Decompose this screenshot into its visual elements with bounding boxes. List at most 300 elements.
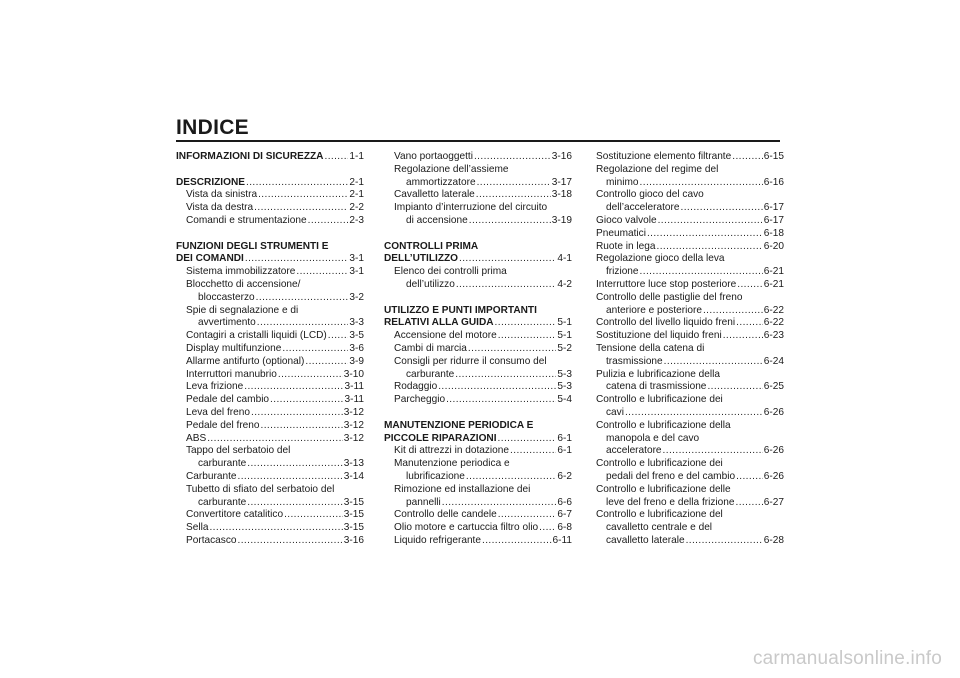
toc-section-heading[interactable]	[384, 253, 572, 266]
toc-entry-label: trasmissione	[606, 355, 663, 367]
toc-entry[interactable]	[596, 330, 784, 343]
toc-section-heading[interactable]	[384, 433, 572, 446]
toc-entry[interactable]	[596, 497, 784, 510]
dot-leader	[658, 215, 763, 228]
toc-page-number: 6-25	[763, 381, 784, 393]
toc-page-number: 3-16	[551, 151, 572, 162]
toc-entry-label: Controllo e lubrificazione della	[596, 419, 731, 431]
toc-page-number: 6-22	[763, 317, 784, 329]
toc-page-number: 6-23	[763, 330, 784, 342]
toc-entry-label: cavalletto centrale e del	[606, 522, 713, 534]
toc-page-number: 2-1	[349, 176, 364, 188]
dot-leader	[257, 317, 349, 330]
toc-entry-label: CONTROLLI PRIMA	[384, 240, 479, 252]
toc-entry[interactable]	[176, 458, 364, 471]
dot-leader	[656, 241, 762, 254]
toc-section-heading[interactable]	[176, 253, 364, 266]
toc-entry-label: ammortizzatore	[406, 176, 476, 188]
toc-entry-label: anteriore e posteriore	[606, 304, 702, 316]
toc-entry[interactable]	[384, 381, 572, 394]
toc-entry-label: carburante	[198, 458, 247, 470]
toc-entry-label: pedali del freno e del cambio	[606, 470, 736, 482]
toc-entry[interactable]	[384, 330, 572, 343]
dot-leader	[498, 330, 557, 343]
toc-entry[interactable]	[176, 497, 364, 510]
dot-leader	[736, 497, 763, 510]
toc-entry[interactable]	[176, 522, 364, 535]
toc-entry-label: Carburante	[186, 470, 237, 482]
toc-entry[interactable]	[596, 164, 784, 177]
toc-entry[interactable]	[176, 369, 364, 382]
toc-entry-label: Tubetto di sfiato del serbatoio del	[186, 483, 335, 495]
toc-page-number: 6-28	[763, 534, 784, 546]
section-gap	[384, 228, 572, 241]
dot-leader	[498, 433, 557, 446]
toc-entry-label: Controllo delle pastiglie del freno	[596, 291, 743, 303]
toc-page-number: 6-18	[763, 227, 784, 239]
toc-entry-label: avvertimento	[198, 317, 256, 329]
toc-entry-label: lubrificazione	[406, 470, 465, 482]
toc-entry-label: Liquido refrigerante	[394, 534, 481, 546]
toc-page-number: 3-18	[551, 189, 572, 201]
toc-entry[interactable]	[176, 381, 364, 394]
toc-page-number: 6-16	[763, 176, 784, 188]
dot-leader	[625, 407, 763, 420]
dot-leader	[455, 369, 556, 382]
toc-entry[interactable]	[176, 202, 364, 215]
toc-entry[interactable]	[596, 151, 784, 164]
toc-entry[interactable]	[176, 215, 364, 228]
toc-entry[interactable]	[176, 317, 364, 330]
toc-entry[interactable]	[176, 356, 364, 369]
toc-entry-label: carburante	[406, 368, 455, 380]
toc-entry[interactable]	[176, 279, 364, 292]
watermark-logo: carmanualsonline.info	[752, 648, 942, 669]
dot-leader	[254, 202, 348, 215]
dot-leader	[647, 228, 763, 241]
dot-leader	[261, 420, 343, 433]
toc-entry[interactable]	[384, 215, 572, 228]
toc-entry[interactable]	[596, 445, 784, 458]
toc-section-heading[interactable]	[176, 177, 364, 190]
dot-leader	[270, 394, 344, 407]
toc-page-number: 6-22	[763, 304, 784, 316]
dot-leader	[640, 266, 763, 279]
toc-entry[interactable]	[384, 266, 572, 279]
toc-entry-label: Pneumatici	[596, 227, 646, 239]
toc-entry[interactable]	[596, 433, 784, 446]
section-gap	[176, 164, 364, 177]
toc-entry[interactable]	[596, 509, 784, 522]
toc-page-number: 6-24	[763, 355, 784, 367]
toc-entry-label: dell’acceleratore	[606, 202, 680, 214]
toc-page-number: 3-6	[349, 342, 364, 354]
toc-entry-label: dell’utilizzo	[406, 278, 455, 290]
toc-entry[interactable]	[384, 189, 572, 202]
toc-entry-label: Gioco valvole	[596, 214, 657, 226]
dot-leader	[474, 151, 551, 164]
toc-entry[interactable]	[384, 177, 572, 190]
dot-leader	[305, 356, 348, 369]
toc-entry[interactable]	[596, 471, 784, 484]
toc-entry-label: Sella	[186, 522, 209, 534]
toc-entry[interactable]	[384, 535, 572, 548]
toc-entry[interactable]	[596, 279, 784, 292]
toc-section-heading[interactable]	[384, 420, 572, 433]
toc-entry[interactable]	[384, 151, 572, 164]
toc-entry-label: Interruttore luce stop posteriore	[596, 278, 737, 290]
toc-entry-label: Controllo e lubrificazione dei	[596, 458, 723, 470]
toc-page-number: 6-21	[763, 278, 784, 290]
toc-entry[interactable]	[176, 343, 364, 356]
toc-entry-label: bloccasterzo	[198, 291, 255, 303]
toc-entry[interactable]	[176, 189, 364, 202]
toc-page-number: 5-4	[557, 394, 572, 406]
toc-page-number: 2-1	[349, 189, 364, 201]
toc-entry-label: Interruttori manubrio	[186, 368, 277, 380]
toc-entry-label: ABS	[186, 432, 207, 444]
toc-entry-label: Tappo del serbatoio del	[186, 445, 291, 457]
toc-entry-label: Olio motore e cartuccia filtro olio	[394, 522, 539, 534]
toc-entry-label: RELATIVI ALLA GUIDA	[384, 317, 494, 329]
toc-entry-label: leve del freno e della frizione	[606, 496, 735, 508]
dot-leader	[476, 189, 551, 202]
toc-section-heading[interactable]	[176, 151, 364, 164]
toc-entry-label: Spie di segnalazione e di	[186, 304, 299, 316]
toc-entry-label: manopola e del cavo	[606, 432, 700, 444]
toc-entry[interactable]	[596, 535, 784, 548]
toc-entry[interactable]	[596, 228, 784, 241]
dot-leader	[209, 522, 342, 535]
toc-entry-label: Kit di attrezzi in dotazione	[394, 445, 510, 457]
toc-page-number: 3-3	[349, 317, 364, 329]
toc-entry[interactable]	[596, 292, 784, 305]
toc-entry[interactable]	[596, 343, 784, 356]
dot-leader	[308, 215, 349, 228]
toc-page-number: 2-3	[349, 214, 364, 226]
toc-entry-label: pannelli	[406, 496, 441, 508]
toc-page-number: 4-1	[557, 253, 572, 265]
toc-entry-label: Ruote in lega	[596, 240, 656, 252]
toc-page-number: 6-1	[557, 445, 572, 457]
toc-entry[interactable]	[596, 305, 784, 318]
toc-page-number: 5-1	[557, 330, 572, 342]
dot-leader	[207, 433, 343, 446]
toc-entry[interactable]	[176, 535, 364, 548]
toc-entry-label: Vano portaoggetti	[394, 151, 473, 162]
dot-leader	[539, 522, 556, 535]
toc-entry-label: Controllo delle candele	[394, 509, 497, 521]
toc-page-number: 1-1	[349, 151, 364, 162]
dot-leader	[640, 177, 763, 190]
toc-entry-label: catena di trasmissione	[606, 381, 707, 393]
toc-section-heading[interactable]	[176, 241, 364, 254]
toc-entry[interactable]	[596, 215, 784, 228]
toc-page-number: 6-20	[763, 240, 784, 252]
toc-entry-label: Vista da sinistra	[186, 189, 258, 201]
toc-page-number: 3-15	[343, 509, 364, 521]
toc-entry[interactable]	[596, 253, 784, 266]
dot-leader	[328, 330, 349, 343]
dot-leader	[278, 369, 343, 382]
toc-page-number: 3-9	[349, 355, 364, 367]
dot-leader	[246, 177, 348, 190]
dot-leader	[495, 317, 557, 330]
dot-leader	[238, 535, 343, 548]
toc-entry[interactable]	[384, 458, 572, 471]
dot-leader	[245, 253, 349, 266]
toc-entry[interactable]	[596, 420, 784, 433]
toc-page-number: 3-5	[349, 330, 364, 342]
section-gap	[384, 292, 572, 305]
toc-entry[interactable]	[596, 407, 784, 420]
toc-entry[interactable]	[384, 279, 572, 292]
toc-entry[interactable]	[176, 330, 364, 343]
toc-page-number: 3-11	[344, 394, 364, 406]
toc-entry-label: Portacasco	[186, 534, 237, 546]
toc-page-number: 3-15	[343, 496, 364, 508]
toc-entry[interactable]	[384, 394, 572, 407]
dot-leader	[247, 497, 343, 510]
toc-entry-label: Regolazione dell’assieme	[394, 163, 509, 175]
toc-page-number: 6-26	[763, 470, 784, 482]
toc-page-number: 3-14	[343, 470, 364, 482]
toc-entry-label: Sostituzione del liquido freni	[596, 330, 722, 342]
dot-leader	[469, 215, 551, 228]
toc-entry[interactable]	[176, 471, 364, 484]
toc-entry-label: frizione	[606, 266, 639, 278]
dot-leader	[459, 253, 556, 266]
toc-entry[interactable]	[384, 369, 572, 382]
toc-page-number: 3-10	[343, 368, 364, 380]
toc-entry-label: Sistema immobilizzatore	[186, 266, 296, 278]
toc-entry-label: Vista da destra	[186, 202, 254, 214]
toc-entry-label: Convertitore catalitico	[186, 509, 284, 521]
toc-entry-label: Controllo del livello liquido freni	[596, 317, 736, 329]
dot-leader	[442, 497, 557, 510]
dot-leader	[446, 394, 556, 407]
toc-section-heading[interactable]	[384, 317, 572, 330]
toc-entry-label: Pedale del cambio	[186, 394, 270, 406]
title-rule	[176, 140, 780, 142]
toc-entry[interactable]	[176, 484, 364, 497]
dot-leader	[498, 509, 557, 522]
toc-page-number: 3-15	[343, 522, 364, 534]
toc-entry-label: DELL’UTILIZZO	[384, 253, 459, 265]
toc-page-number: 3-16	[343, 534, 364, 546]
toc-entry-label: INFORMAZIONI DI SICUREZZA	[176, 151, 324, 162]
toc-page-number: 5-3	[557, 368, 572, 380]
toc-entry[interactable]	[596, 202, 784, 215]
dot-leader	[282, 343, 348, 356]
toc-page-number: 6-2	[557, 470, 572, 482]
toc-entry-label: Allarme antifurto (optional)	[186, 355, 305, 367]
toc-entry-label: cavalletto laterale	[606, 534, 685, 546]
toc-entry[interactable]	[384, 202, 572, 215]
toc-entry-label: minimo	[606, 176, 639, 188]
dot-leader	[703, 305, 763, 318]
toc-entry[interactable]	[176, 407, 364, 420]
toc-entry[interactable]	[384, 471, 572, 484]
toc-column-1	[176, 151, 364, 548]
dot-leader	[438, 381, 556, 394]
toc-column-3	[596, 151, 784, 548]
toc-page-number: 3-12	[343, 419, 364, 431]
toc-entry[interactable]	[596, 189, 784, 202]
page-title: INDICE	[176, 116, 249, 139]
toc-page-number: 3-12	[343, 432, 364, 444]
dot-leader	[663, 445, 763, 458]
toc-page-number: 3-12	[343, 406, 364, 418]
toc-entry[interactable]	[384, 164, 572, 177]
toc-page-number: 6-6	[557, 496, 572, 508]
toc-column-2	[384, 151, 572, 548]
toc-page-number: 6-27	[763, 496, 784, 508]
toc-page-number: 3-13	[343, 458, 364, 470]
toc-entry-label: Pedale del freno	[186, 419, 260, 431]
toc-entry[interactable]	[176, 445, 364, 458]
toc-entry-label: Tensione della catena di	[596, 342, 705, 354]
toc-entry-label: Rodaggio	[394, 381, 438, 393]
toc-entry-label: carburante	[198, 496, 247, 508]
toc-entry-label: MANUTENZIONE PERIODICA E	[384, 419, 534, 431]
toc-entry[interactable]	[596, 317, 784, 330]
toc-entry[interactable]	[384, 484, 572, 497]
dot-leader	[477, 177, 551, 190]
toc-page-number: 6-26	[763, 406, 784, 418]
toc-entry-label: Rimozione ed installazione dei	[394, 483, 531, 495]
toc-entry[interactable]	[384, 343, 572, 356]
toc-page-number: 4-2	[557, 278, 572, 290]
toc-entry-label: Leva del freno	[186, 406, 250, 418]
toc-page-number: 6-1	[557, 432, 572, 444]
dot-leader	[482, 535, 552, 548]
toc-entry-label: Pulizia e lubrificazione della	[596, 368, 720, 380]
toc-entry-label: cavi	[606, 406, 624, 418]
toc-section-heading[interactable]	[384, 305, 572, 318]
dot-leader	[707, 381, 762, 394]
toc-entry-label: Consigli per ridurre il consumo del	[394, 355, 547, 367]
toc-page-number: 3-17	[551, 176, 572, 188]
dot-leader	[258, 189, 348, 202]
toc-entry-label: Sostituzione elemento filtrante	[596, 151, 732, 162]
section-gap	[384, 407, 572, 420]
toc-page-number: 6-11	[552, 534, 572, 546]
toc-entry-label: Accensione del motore	[394, 330, 497, 342]
toc-entry[interactable]	[596, 266, 784, 279]
section-gap	[176, 228, 364, 241]
toc-entry-label: Blocchetto di accensione/	[186, 278, 301, 290]
toc-entry-label: Display multifunzione	[186, 342, 282, 354]
toc-entry-label: acceleratore	[606, 445, 662, 457]
toc-entry[interactable]	[176, 420, 364, 433]
toc-entry[interactable]	[596, 356, 784, 369]
dot-leader	[664, 356, 763, 369]
toc-page-number: 6-7	[557, 509, 572, 521]
dot-leader	[466, 471, 556, 484]
toc-section-heading[interactable]	[384, 241, 572, 254]
toc-page-number: 3-19	[551, 214, 572, 226]
toc-entry[interactable]	[596, 177, 784, 190]
toc-entry-label: Controllo gioco del cavo	[596, 189, 704, 201]
toc-entry[interactable]	[596, 522, 784, 535]
toc-entry[interactable]	[176, 305, 364, 318]
toc-entry-label: DEI COMANDI	[176, 253, 244, 265]
toc-entry[interactable]	[596, 484, 784, 497]
dot-leader	[296, 266, 348, 279]
dot-leader	[736, 471, 763, 484]
toc-page-number: 3-1	[349, 266, 364, 278]
toc-entry-label: Comandi e strumentazione	[186, 214, 307, 226]
toc-entry[interactable]	[596, 458, 784, 471]
dot-leader	[681, 202, 763, 215]
dot-leader	[324, 151, 348, 164]
dot-leader	[736, 317, 763, 330]
toc-entry[interactable]	[596, 381, 784, 394]
toc-entry-label: Contagiri a cristalli liquidi (LCD)	[186, 330, 327, 342]
dot-leader	[244, 381, 343, 394]
toc-entry[interactable]	[384, 445, 572, 458]
toc-entry[interactable]	[176, 266, 364, 279]
toc-entry-label: PICCOLE RIPARAZIONI	[384, 432, 497, 444]
toc-entry-label: UTILIZZO E PUNTI IMPORTANTI	[384, 304, 537, 316]
toc-entry[interactable]	[176, 433, 364, 446]
toc-page-number: 6-21	[763, 266, 784, 278]
toc-page-number: 3-1	[349, 253, 364, 265]
toc-entry-label: Impianto d’interruzione del circuito	[394, 202, 548, 214]
dot-leader	[723, 330, 763, 343]
toc-entry-label: Controllo e lubrificazione delle	[596, 483, 731, 495]
toc-entry[interactable]	[176, 394, 364, 407]
toc-page-number: 5-1	[557, 317, 572, 329]
toc-entry[interactable]	[176, 509, 364, 522]
toc-entry-label: di accensione	[406, 214, 468, 226]
toc-page-number: 5-3	[557, 381, 572, 393]
dot-leader	[284, 509, 343, 522]
toc-page-number: 3-2	[349, 291, 364, 303]
dot-leader	[456, 279, 557, 292]
toc-entry-label: Regolazione del regime del	[596, 163, 719, 175]
toc-entry[interactable]	[596, 369, 784, 382]
dot-leader	[510, 445, 556, 458]
toc-page-number: 6-15	[763, 151, 784, 162]
dot-leader	[737, 279, 763, 292]
toc-entry[interactable]	[384, 509, 572, 522]
dot-leader	[468, 343, 556, 356]
toc-entry-label: DESCRIZIONE	[176, 176, 245, 188]
dot-leader	[686, 535, 763, 548]
toc-entry-label: Cavalletto laterale	[394, 189, 475, 201]
toc-entry-label: FUNZIONI DEGLI STRUMENTI E	[176, 240, 329, 252]
dot-leader	[238, 471, 343, 484]
toc-page-number: 3-11	[344, 381, 364, 393]
dot-leader	[247, 458, 343, 471]
toc-entry[interactable]	[596, 241, 784, 254]
toc-page-number: 5-2	[557, 342, 572, 354]
toc-entry-label: Regolazione gioco della leva	[596, 253, 725, 265]
toc-page-number: 6-17	[763, 202, 784, 214]
toc-entry[interactable]	[384, 356, 572, 369]
toc-entry[interactable]	[384, 497, 572, 510]
dot-leader	[251, 407, 343, 420]
toc-entry[interactable]	[176, 292, 364, 305]
toc-entry-label: Controllo e lubrificazione dei	[596, 394, 723, 406]
toc-entry[interactable]	[384, 522, 572, 535]
toc-entry-label: Leva frizione	[186, 381, 244, 393]
toc-entry[interactable]	[596, 394, 784, 407]
dot-leader	[732, 151, 763, 164]
toc-entry-label: Cambi di marcia	[394, 342, 467, 354]
